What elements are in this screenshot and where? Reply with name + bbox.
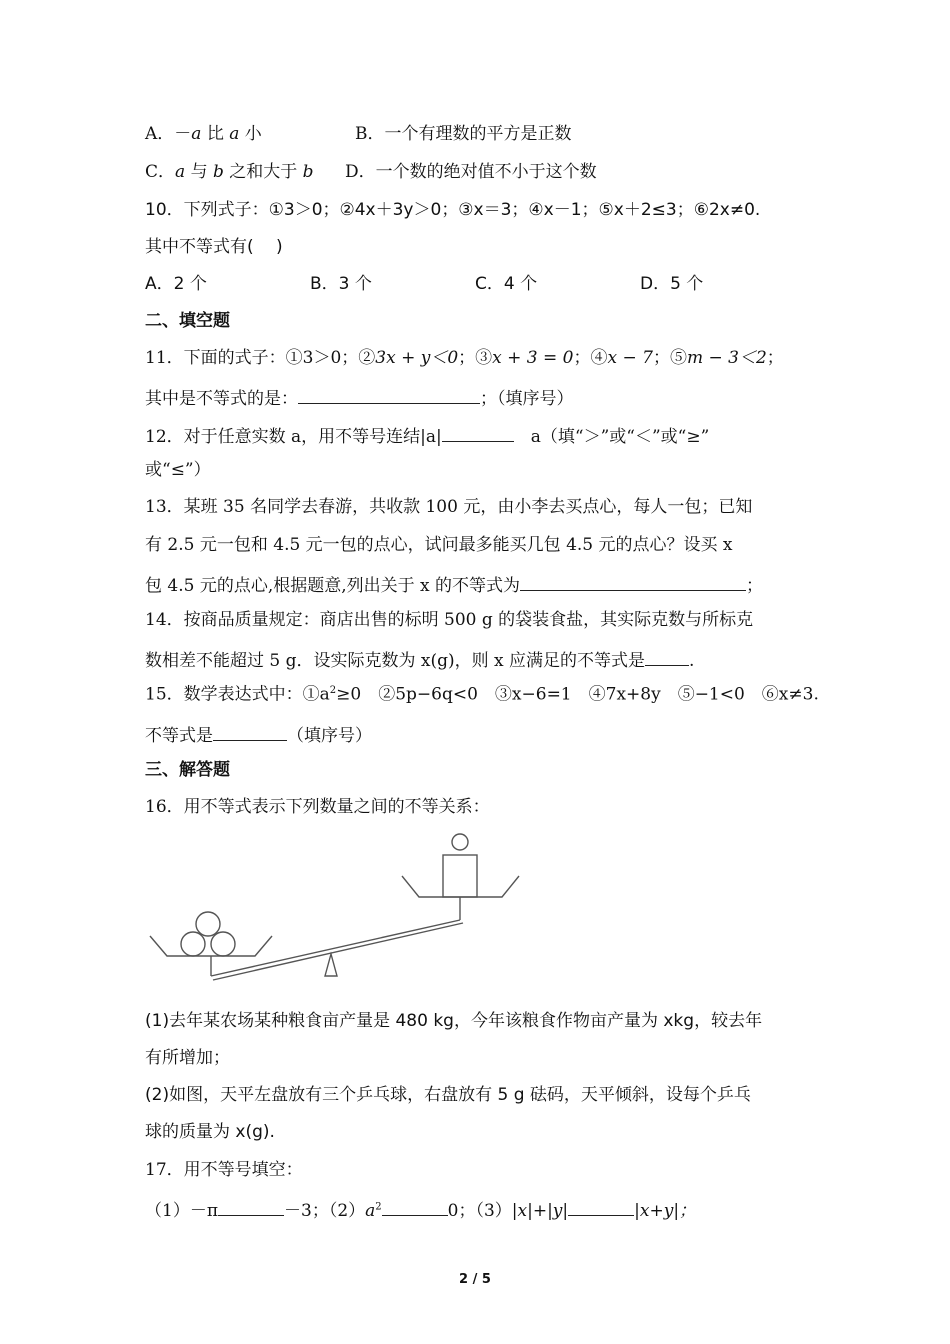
q11-line-2: 其中是不等式的是： ；（填序号） [145,389,574,409]
q10-option-d: D．5 个 [640,274,704,294]
q13-line-2: 有 2.5 元一包和 4.5 元一包的点心，试问最多能买几包 4.5 元的点心？设买 x [145,535,733,555]
q16-part2-line-2: 球的质量为 x(g). [145,1122,275,1142]
q16-part1-line-1: (1)去年某农场某种粮食亩产量是 480 kg，今年该粮食作物亩产量为 xkg，较去年 [145,1011,763,1031]
q17-stem: 17．用不等号填空： [145,1160,303,1180]
q17-part1-blank[interactable] [218,1199,284,1216]
q9-option-b: B．一个有理数的平方是正数 [355,124,572,144]
q13-answer-blank[interactable] [520,574,746,591]
q13-line-1: 13．某班 35 名同学去春游，共收款 100 元，由小李去买点心，每人一包；已知 [145,497,753,517]
q17-parts: （1）－π －3；$(2)a^2$ 0；（3）|x|+|y| |x+y|； [145,1201,697,1221]
section-answer-title: 三、解答题 [145,760,230,780]
q17-part2-blank[interactable] [382,1199,448,1216]
ping-pong-ball [211,932,235,956]
q15-line-1: 15．数学表达式中：$①a^2\ge 0$ ②5p−6q<0 ③x−6=1 ④7x+8y ⑤−1<0 ⑥x≠3. [145,684,819,705]
q11-stem: 11．下面的式子：①3＞0；②3x + y＜0；③x + 3 = 0；④x − 7；⑤m − 3＜2； [145,348,784,368]
q10-option-b: B．3 个 [310,274,372,294]
q10-option-a: A．2 个 [145,274,207,294]
q17-part3-blank[interactable] [568,1199,634,1216]
fulcrum [325,954,337,976]
weight-block [443,855,477,897]
q14-line-1: 14．按商品质量规定：商店出售的标明 500 g 的袋装食盐，其实际克数与所标克 [145,610,754,630]
q13-line-3: 包 4.5 元的点心,根据题意,列出关于 x 的不等式为 ； [145,576,764,596]
q14-line-2: 数相差不能超过 5 g．设实际克数为 x(g)，则 x 应满足的不等式是 . [145,651,695,671]
balance-beam-lower [213,923,463,980]
section-fill-in-title: 二、填空题 [145,311,230,331]
weight-knob [452,834,468,850]
ping-pong-ball [181,932,205,956]
balance-scale-figure [145,828,525,988]
right-pan [402,876,519,897]
q10-stem-2: 其中不等式有( ) [145,237,283,257]
q16-stem: 16．用不等式表示下列数量之间的不等关系： [145,797,490,817]
q12-line-2: 或“≤”） [145,460,211,480]
q10-option-c: C．4 个 [475,274,538,294]
q15-line-2: 不等式是 （填序号） [145,726,372,746]
q9-option-c: C．a 与 b 之和大于 b [145,162,314,182]
ping-pong-ball [196,912,220,936]
q16-part2-line-1: (2)如图，天平左盘放有三个乒乓球，右盘放有 5 g 砝码，天平倾斜，设每个乒乓 [145,1085,751,1105]
q14-answer-blank[interactable] [645,649,689,666]
q10-stem: 10．下列式子：①3＞0；②4x＋3y＞0；③x＝3；④x－1；⑤x＋2≤3；⑥2x≠0. [145,200,761,220]
balance-beam [211,920,460,976]
page-number: 2 / 5 [459,1272,491,1287]
q9-option-d: D．一个数的绝对值不小于这个数 [345,162,597,182]
q9-option-a: A．－a 比 a 小 [145,124,262,144]
q15-answer-blank[interactable] [213,724,287,741]
q11-answer-blank[interactable] [298,387,480,404]
q16-part1-line-2: 有所增加； [145,1048,230,1068]
q12-answer-blank[interactable] [442,425,514,442]
q12-line-1: 12．对于任意实数 a，用不等号连结|a| a（填“＞”或“＜”或“≥” [145,427,710,447]
